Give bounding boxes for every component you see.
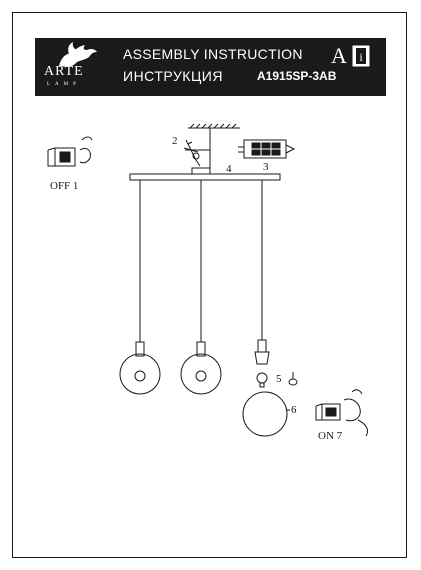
corner-letter: A: [331, 43, 347, 68]
title-english: ASSEMBLY INSTRUCTION: [123, 46, 303, 62]
terminal-block-icon: [238, 140, 294, 158]
canopy-bar: [130, 174, 280, 180]
step-5-label: 5: [276, 373, 282, 385]
model-number: A1915SP-3AB: [257, 69, 337, 83]
logo-text: ARTE: [44, 64, 84, 79]
pendant-left: [120, 342, 160, 394]
screwdriver-icon: [184, 140, 200, 166]
pendant-middle: [181, 342, 221, 394]
title-russian: ИНСТРУКЦИЯ: [123, 68, 223, 84]
switch-off-icon: [48, 137, 92, 166]
step-6-label: 6: [291, 404, 297, 416]
step-2-label: 2: [172, 135, 178, 147]
step-4-label: 4: [226, 163, 232, 175]
canopy-center: [192, 168, 210, 174]
ceiling-mount: [185, 124, 240, 168]
logo-subtext: LAMP: [47, 82, 81, 87]
glass-shade: [243, 392, 287, 436]
step-off-label: OFF 1: [50, 180, 79, 192]
bulb-icon: [257, 373, 267, 387]
svg-text:i: i: [359, 50, 363, 64]
lampholder-right: [255, 340, 269, 364]
step-3-label: 3: [263, 161, 269, 173]
step-on-label: ON 7: [318, 430, 343, 442]
bulb-cap-icon: [289, 372, 297, 385]
